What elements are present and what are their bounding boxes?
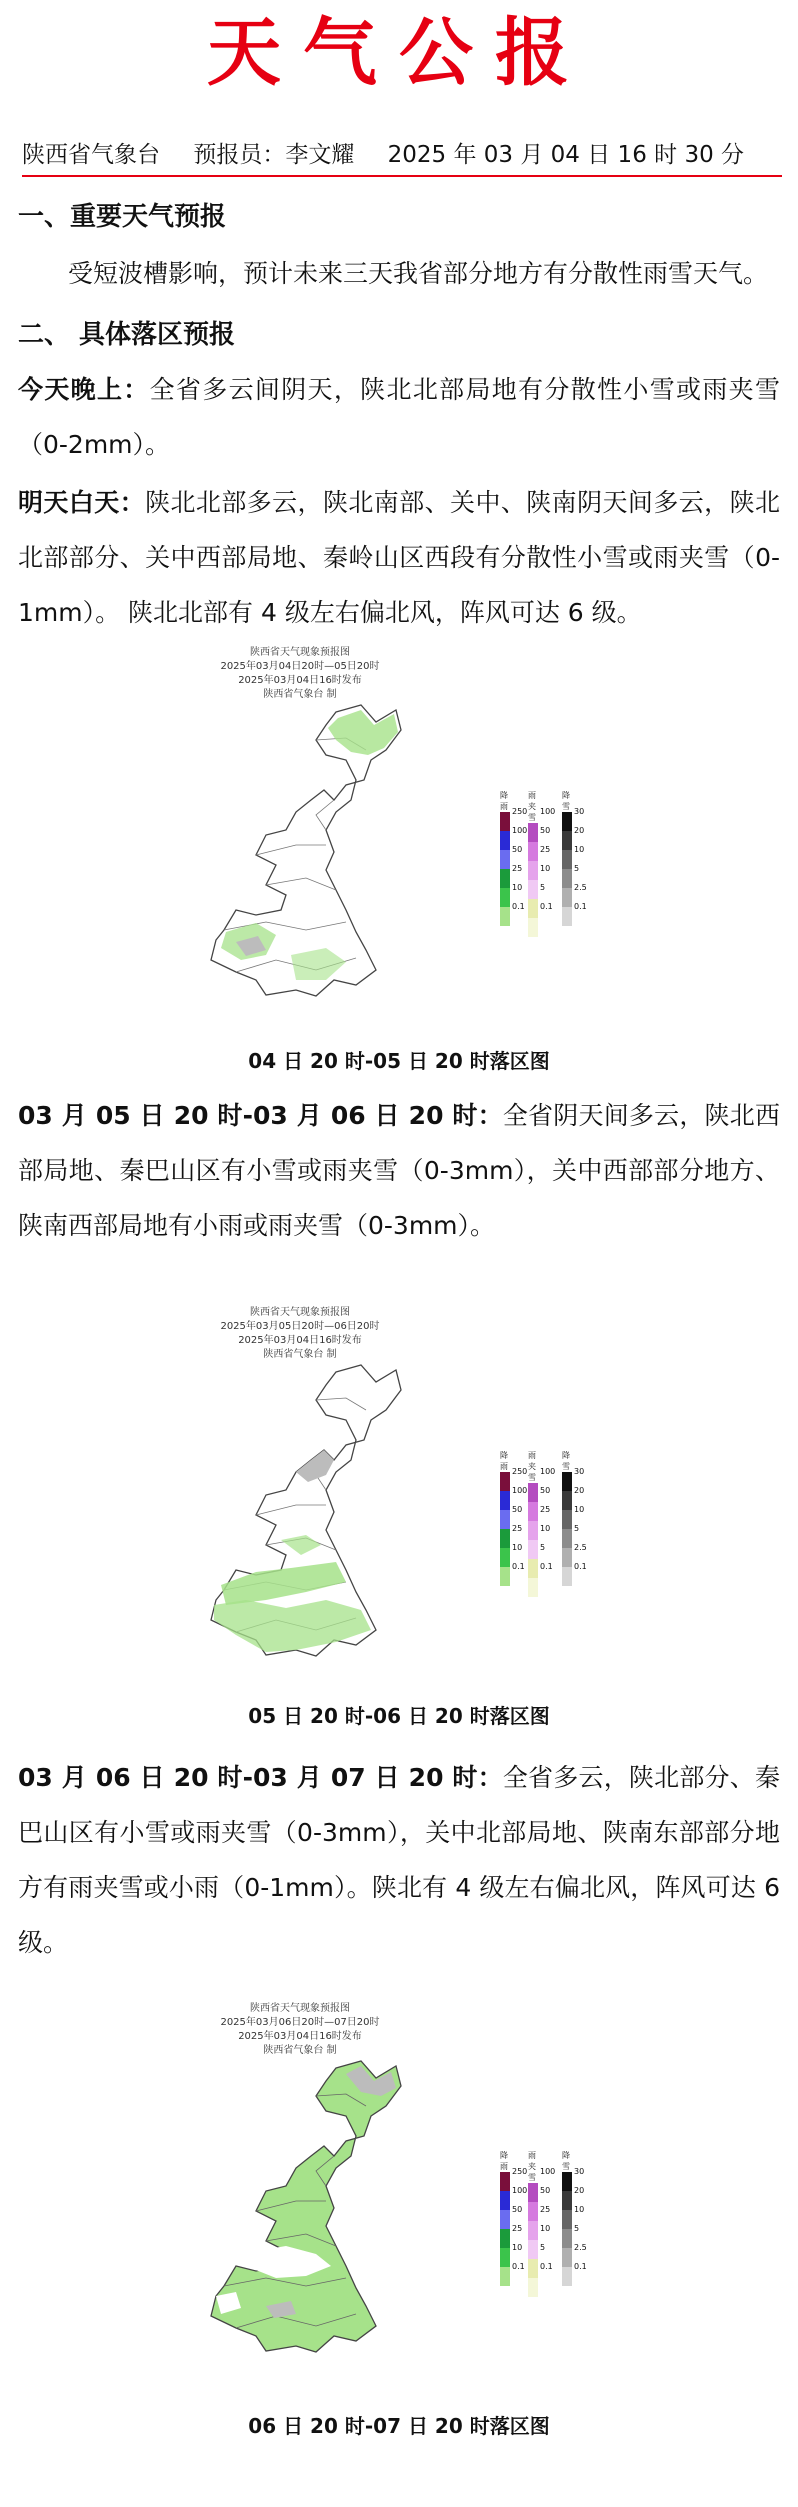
map1-legend-swatch (562, 812, 572, 831)
map2-legend-snow-values (574, 1462, 587, 1576)
map2-legend-rain-v5: 0.1 (512, 1562, 525, 1571)
map1-caption: 04 日 20 时-05 日 20 时落区图 (248, 1049, 550, 1073)
map1-legend-mix-v5: 0.1 (540, 902, 553, 911)
map2-legend-swatch (562, 1529, 572, 1548)
map2-legend-swatch (528, 1521, 538, 1540)
map1-legend-mix-v1: 50 (540, 826, 551, 835)
map1-legend-swatch (500, 831, 510, 850)
map3-legend-mix (528, 2150, 538, 2297)
map3-legend-snow-v0: 30 (574, 2167, 585, 2176)
map3-legend-swatch (500, 2267, 510, 2286)
map1-legend-mix-label: 雨夹雪 (528, 791, 536, 822)
map1-legend-swatch (528, 823, 538, 842)
map1-legend-swatch (500, 869, 510, 888)
map3-legend-swatch (500, 2172, 510, 2191)
map2-legend-swatch (562, 1510, 572, 1529)
map2-legend-mix-values (540, 1462, 555, 1576)
map3-legend-rain-v3: 25 (512, 2224, 523, 2233)
section2-heading: 二、 具体落区预报 (18, 320, 236, 350)
map3-legend-snow-v1: 20 (574, 2186, 585, 2195)
map3-legend-swatch (528, 2240, 538, 2259)
map3-head-title: 陕西省天气现象预报图 (250, 2003, 350, 2014)
map2-legend-snow-label: 降雪 (562, 1451, 570, 1471)
map2-head-agency: 陕西省气象台 制 (263, 1349, 337, 1360)
map3-shaanxi-svg (200, 2000, 620, 2420)
map3-legend-snow-v3: 5 (574, 2224, 580, 2233)
map1-legend-swatch (528, 899, 538, 918)
section1-heading: 一、重要天气预报 (18, 202, 227, 232)
map2-legend-swatch (500, 1529, 510, 1548)
map3-legend-snow (562, 2150, 572, 2286)
map1-legend-snow (562, 790, 572, 926)
map2-head-issued: 2025年03月04日16时发布 (238, 1335, 362, 1346)
map2-shaanxi-svg (200, 1300, 620, 1720)
map3-legend-rain-v2: 50 (512, 2205, 523, 2214)
map3-legend-rain-values (512, 2162, 527, 2276)
map1-legend-rain-v4: 10 (512, 883, 523, 892)
map2-legend-swatch (528, 1578, 538, 1597)
issue-datetime: 2025 年 03 月 04 日 16 时 30 分 (387, 142, 745, 168)
map2-legend-snow-v5: 0.1 (574, 1562, 587, 1571)
map3-legend-rain (500, 2150, 510, 2286)
map3-legend-swatch (562, 2210, 572, 2229)
map1-legend-rain-v5: 0.1 (512, 902, 525, 911)
bulletin-header-line (22, 140, 782, 170)
map2-legend-swatch (562, 1472, 572, 1491)
period3-forecast (18, 1750, 780, 1970)
map1-legend-swatch (562, 831, 572, 850)
map3-legend-swatch (500, 2191, 510, 2210)
map3-legend-rain-v0: 250 (512, 2167, 528, 2176)
map2-legend-rain-values (512, 1462, 527, 1576)
map1-legend-swatch (500, 850, 510, 869)
map1-legend-snow-values (574, 802, 587, 916)
map3-legend-mix-v1: 50 (540, 2186, 551, 2195)
map1-head-period: 2025年03月04日20时—05日20时 (220, 661, 380, 672)
map2-legend-mix-v5: 0.1 (540, 1562, 553, 1571)
map1-legend-swatch (562, 907, 572, 926)
map1-head-issued: 2025年03月04日16时发布 (238, 675, 362, 686)
map2-legend-snow-v0: 30 (574, 1467, 585, 1476)
map2-legend-mix-v0: 100 (540, 1467, 556, 1476)
map2-legend-swatch (562, 1491, 572, 1510)
map3-legend-swatch (562, 2229, 572, 2248)
map1-legend-swatch (528, 861, 538, 880)
map2-legend-swatch (500, 1510, 510, 1529)
bulletin-title: 天气公报 (207, 10, 591, 96)
map3-caption: 06 日 20 时-07 日 20 时落区图 (248, 2414, 550, 2438)
map1-legend-swatch (500, 812, 510, 831)
tomorrow-text: 陕北北部多云，陕北南部、关中、陕南阴天间多云，陕北北部部分、关中西部局地、秦岭山区西段有分散性小雪或雨夹雪（0-1mm）。 陕北北部有 4 级左右偏北风，阵风可达 6 级。 (18, 488, 780, 627)
map1-legend-swatch (562, 850, 572, 869)
map1-legend-swatch (562, 869, 572, 888)
header-divider (22, 175, 782, 177)
agency-name: 陕西省气象台 (22, 142, 160, 168)
map3-legend-snow-v4: 2.5 (574, 2243, 587, 2252)
map2-legend-snow-v3: 5 (574, 1524, 580, 1533)
map3-legend-swatch (562, 2172, 572, 2191)
map2-legend-snow-v2: 10 (574, 1505, 585, 1514)
map1-legend-snow-v3: 5 (574, 864, 580, 873)
map1-legend-rain (500, 790, 510, 926)
map3-legend-mix-v2: 25 (540, 2205, 551, 2214)
map2-legend-swatch (528, 1540, 538, 1559)
map3-legend-snow-v5: 0.1 (574, 2262, 587, 2271)
map3-legend-swatch (528, 2278, 538, 2297)
map2-legend-rain-v1: 100 (512, 1486, 528, 1495)
map3-legend-swatch (500, 2229, 510, 2248)
map2-legend-rain-v3: 25 (512, 1524, 523, 1533)
map1-legend-snow-v0: 30 (574, 807, 585, 816)
map1-legend-swatch (528, 918, 538, 937)
tomorrow-label: 明天白天： (18, 488, 146, 517)
map3-legend-swatch (528, 2221, 538, 2240)
map1-head-title: 陕西省天气现象预报图 (250, 647, 350, 658)
map2-legend-swatch (528, 1502, 538, 1521)
map1-legend-swatch (528, 842, 538, 861)
map1-legend-rain-v3: 25 (512, 864, 523, 873)
map2-legend-swatch (528, 1483, 538, 1502)
map2-legend-swatch (500, 1472, 510, 1491)
map1-legend-rain-v0: 250 (512, 807, 528, 816)
map2-legend-rain (500, 1450, 510, 1586)
map1-legend-mix-v2: 25 (540, 845, 551, 854)
map1-legend-mix-v4: 5 (540, 883, 546, 892)
map3-legend-rain-v1: 100 (512, 2186, 528, 2195)
map1-legend-swatch (500, 907, 510, 926)
section1-text: 受短波槽影响，预计未来三天我省部分地方有分散性雨雪天气。 (68, 259, 769, 288)
map2-rain-area-south (214, 1600, 371, 1652)
map3-legend-mix-label: 雨夹雪 (528, 2151, 536, 2182)
map2-legend-mix-v2: 25 (540, 1505, 551, 1514)
map3-legend-swatch (500, 2210, 510, 2229)
map3-legend-rain-label: 降雨 (500, 2151, 508, 2171)
map2-head-period: 2025年03月05日20时—06日20时 (220, 1321, 380, 1332)
map1-legend-mix (528, 790, 538, 937)
period2-forecast (18, 1088, 780, 1253)
map3-legend-swatch (528, 2183, 538, 2202)
map1-legend-swatch (500, 888, 510, 907)
map2-legend-mix (528, 1450, 538, 1597)
map2-legend-rain-v4: 10 (512, 1543, 523, 1552)
tonight-text: 全省多云间阴天，陕北北部局地有分散性小雪或雨夹雪（0-2mm）。 (18, 375, 780, 459)
period3-label: 03 月 06 日 20 时-03 月 07 日 20 时： (18, 1763, 503, 1792)
map2-legend-mix-v4: 5 (540, 1543, 546, 1552)
period3-text: 全省多云，陕北部分、秦巴山区有小雪或雨夹雪（0-3mm），关中北部局地、陕南东部部分地方有雨夹雪或小雨（0-1mm）。陕北有 4 级左右偏北风，阵风可达 6 级。 (18, 1763, 780, 1957)
map3-head-issued: 2025年03月04日16时发布 (238, 2031, 362, 2042)
map3-legend-swatch (562, 2267, 572, 2286)
map3-legend-swatch (562, 2248, 572, 2267)
map1-shaanxi-svg (200, 640, 620, 1060)
map1-legend-rain-v2: 50 (512, 845, 523, 854)
map1-legend-swatch (562, 888, 572, 907)
map3-legend-mix-v3: 10 (540, 2224, 551, 2233)
map2-legend-swatch (500, 1548, 510, 1567)
map2-legend-swatch (562, 1548, 572, 1567)
map2-legend-mix-v3: 10 (540, 1524, 551, 1533)
map2-legend-swatch (500, 1567, 510, 1586)
map3-legend-rain-v5: 0.1 (512, 2262, 525, 2271)
map2-legend-rain-v0: 250 (512, 1467, 528, 1476)
map3-legend-swatch (500, 2248, 510, 2267)
map1-legend-snow-v2: 10 (574, 845, 585, 854)
map3-legend-swatch (528, 2259, 538, 2278)
map1-legend-snow-v1: 20 (574, 826, 585, 835)
map1-legend-snow-v5: 0.1 (574, 902, 587, 911)
map3-head-period: 2025年03月06日20时—07日20时 (220, 2017, 380, 2028)
map3-legend-snow-v2: 10 (574, 2205, 585, 2214)
map3-legend-swatch (528, 2202, 538, 2221)
map1-legend-swatch (528, 880, 538, 899)
map3-legend-mix-v0: 100 (540, 2167, 556, 2176)
map2-head-title: 陕西省天气现象预报图 (250, 1307, 350, 1318)
map3-legend-mix-values (540, 2162, 555, 2276)
map2-legend-rain-label: 降雨 (500, 1451, 508, 1471)
map3-head-agency: 陕西省气象台 制 (263, 2045, 337, 2056)
map1-legend-snow-label: 降雪 (562, 791, 570, 811)
map2-legend-snow (562, 1450, 572, 1586)
map2-caption: 05 日 20 时-06 日 20 时落区图 (248, 1704, 550, 1728)
map3-legend-swatch (562, 2191, 572, 2210)
forecast-map-1 (200, 640, 620, 1060)
map2-legend-mix-label: 雨夹雪 (528, 1451, 536, 1482)
map1-legend-rain-values (512, 802, 527, 916)
map3-legend-mix-v5: 0.1 (540, 2262, 553, 2271)
map1-legend-snow-v4: 2.5 (574, 883, 587, 892)
map2-legend-swatch (528, 1559, 538, 1578)
tonight-label: 今天晚上： (18, 375, 150, 404)
map1-legend-mix-v0: 100 (540, 807, 556, 816)
tonight-forecast (18, 362, 780, 472)
tomorrow-forecast (18, 475, 780, 640)
map1-legend-rain-v1: 100 (512, 826, 528, 835)
map2-legend-snow-v1: 20 (574, 1486, 585, 1495)
map1-head-agency: 陕西省气象台 制 (263, 689, 337, 700)
map1-legend-mix-v3: 10 (540, 864, 551, 873)
map3-legend-rain-v4: 10 (512, 2243, 523, 2252)
map2-legend-swatch (500, 1491, 510, 1510)
forecast-map-2 (200, 1300, 620, 1720)
period2-label: 03 月 05 日 20 时-03 月 06 日 20 时： (18, 1101, 503, 1130)
forecaster: 预报员：李文耀 (193, 142, 355, 168)
map1-legend-rain-label: 降雨 (500, 791, 508, 811)
map2-legend-rain-v2: 50 (512, 1505, 523, 1514)
map1-legend-mix-values (540, 802, 555, 916)
map2-legend-snow-v4: 2.5 (574, 1543, 587, 1552)
map2-legend-swatch (562, 1567, 572, 1586)
map2-legend-mix-v1: 50 (540, 1486, 551, 1495)
forecast-map-3 (200, 2000, 620, 2420)
map3-legend-snow-label: 降雪 (562, 2151, 570, 2171)
period2-text: 全省阴天间多云，陕北西部局地、秦巴山区有小雪或雨夹雪（0-3mm），关中西部部分地方、陕南西部局地有小雨或雨夹雪（0-3mm）。 (18, 1101, 780, 1240)
map3-legend-snow-values (574, 2162, 587, 2276)
map3-legend-mix-v4: 5 (540, 2243, 546, 2252)
